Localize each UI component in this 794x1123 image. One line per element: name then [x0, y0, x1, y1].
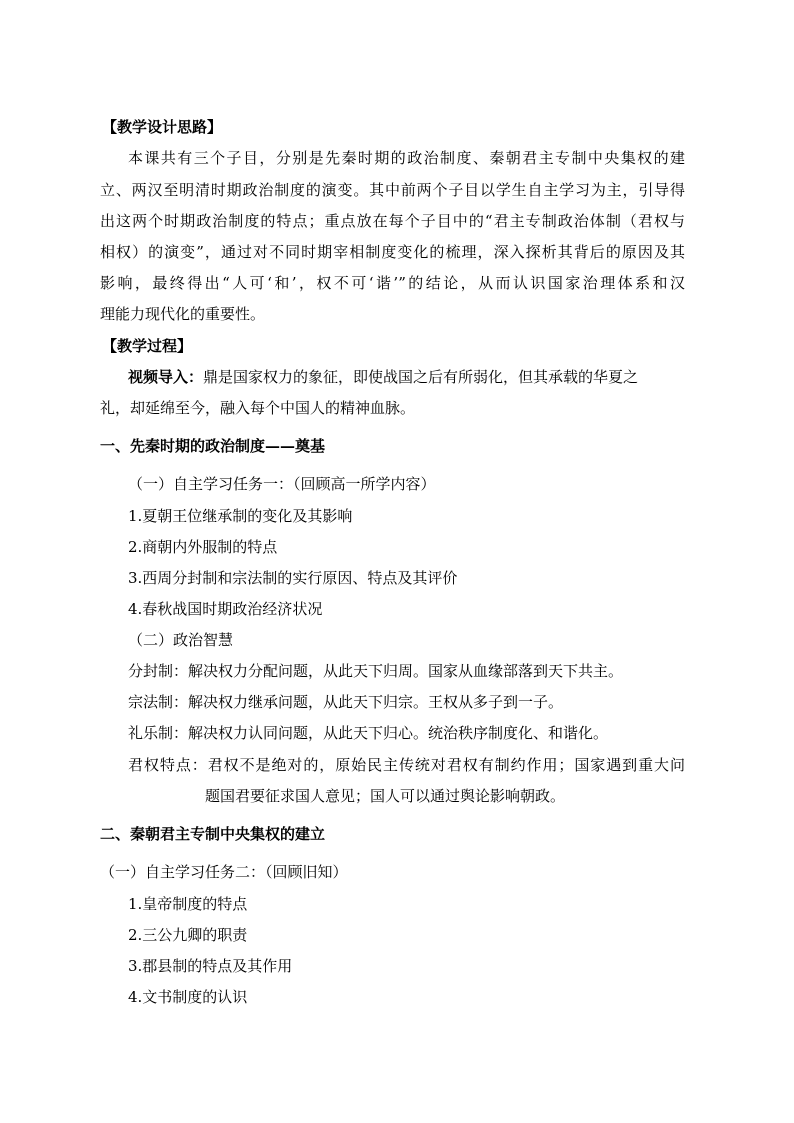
section-title: 二、秦朝君主专制中央集权的建立	[100, 825, 326, 843]
paragraph-line: 立、两汉至明清时期政治制度的演变。其中前两个子目以学生自主学习为主，引导得	[100, 181, 685, 199]
list-item: 1.夏朝王位继承制的变化及其影响	[128, 507, 353, 525]
paragraph-line: 理能力现代化的重要性。	[100, 305, 266, 323]
list-item: 4.春秋战国时期政治经济状况	[128, 600, 323, 618]
list-item: 分封制：解决权力分配问题，从此天下归周。国家从血缘部落到天下共主。	[128, 662, 624, 680]
intro-line	[128, 367, 638, 387]
list-item: 2.商朝内外服制的特点	[128, 538, 278, 556]
task-title: （一）自主学习任务一：（回顾高一所学内容）	[128, 475, 436, 493]
list-item: 宗法制：解决权力继承问题，从此天下归宗。王权从多子到一子。	[128, 693, 564, 711]
intro-label: 视频导入：	[128, 368, 204, 386]
list-item: 3.西周分封制和宗法制的实行原因、特点及其评价	[128, 569, 458, 587]
wisdom-title: （二）政治智慧	[128, 631, 234, 649]
paragraph-line: 本课共有三个子目，分别是先秦时期的政治制度、秦朝君主专制中央集权的建	[128, 149, 685, 167]
list-item: 礼乐制：解决权力认同问题，从此天下归心。统治秩序制度化、和谐化。	[128, 724, 609, 742]
intro-line: 礼，却延绵至今，融入每个中国人的精神血脉。	[100, 399, 416, 417]
list-item: 4.文书制度的认识	[128, 988, 248, 1006]
paragraph-line: 影响，最终得出“人可‘和’，权不可‘谐’”的结论，从而认识国家治理体系和汉	[100, 274, 685, 292]
section-title: 一、先秦时期的政治制度——奠基	[100, 437, 326, 455]
paragraph-line: 题国君要征求国人意见；国人可以通过舆论影响朝政。	[205, 787, 566, 805]
list-item: 3.郡县制的特点及其作用	[128, 957, 293, 975]
paragraph-line: 出这两个时期政治制度的特点；重点放在每个子目中的“君主专制政治体制（君权与	[100, 212, 685, 230]
design-heading: 【教学设计思路】	[102, 118, 223, 136]
task-title: （一）自主学习任务二：（回顾旧知）	[100, 863, 348, 881]
list-item: 2.三公九卿的职责	[128, 926, 248, 944]
paragraph-line: 相权）的演变”，通过对不同时期宰相制度变化的梳理，深入探析其背后的原因及其	[100, 243, 685, 261]
paragraph-line: 君权特点：君权不是绝对的，原始民主传统对君权有制约作用；国家遇到重大问	[128, 756, 685, 774]
intro-text: 鼎是国家权力的象征，即使战国之后有所弱化，但其承载的华夏之	[203, 368, 639, 386]
list-item: 1.皇帝制度的特点	[128, 895, 248, 913]
process-heading: 【教学过程】	[102, 337, 193, 355]
